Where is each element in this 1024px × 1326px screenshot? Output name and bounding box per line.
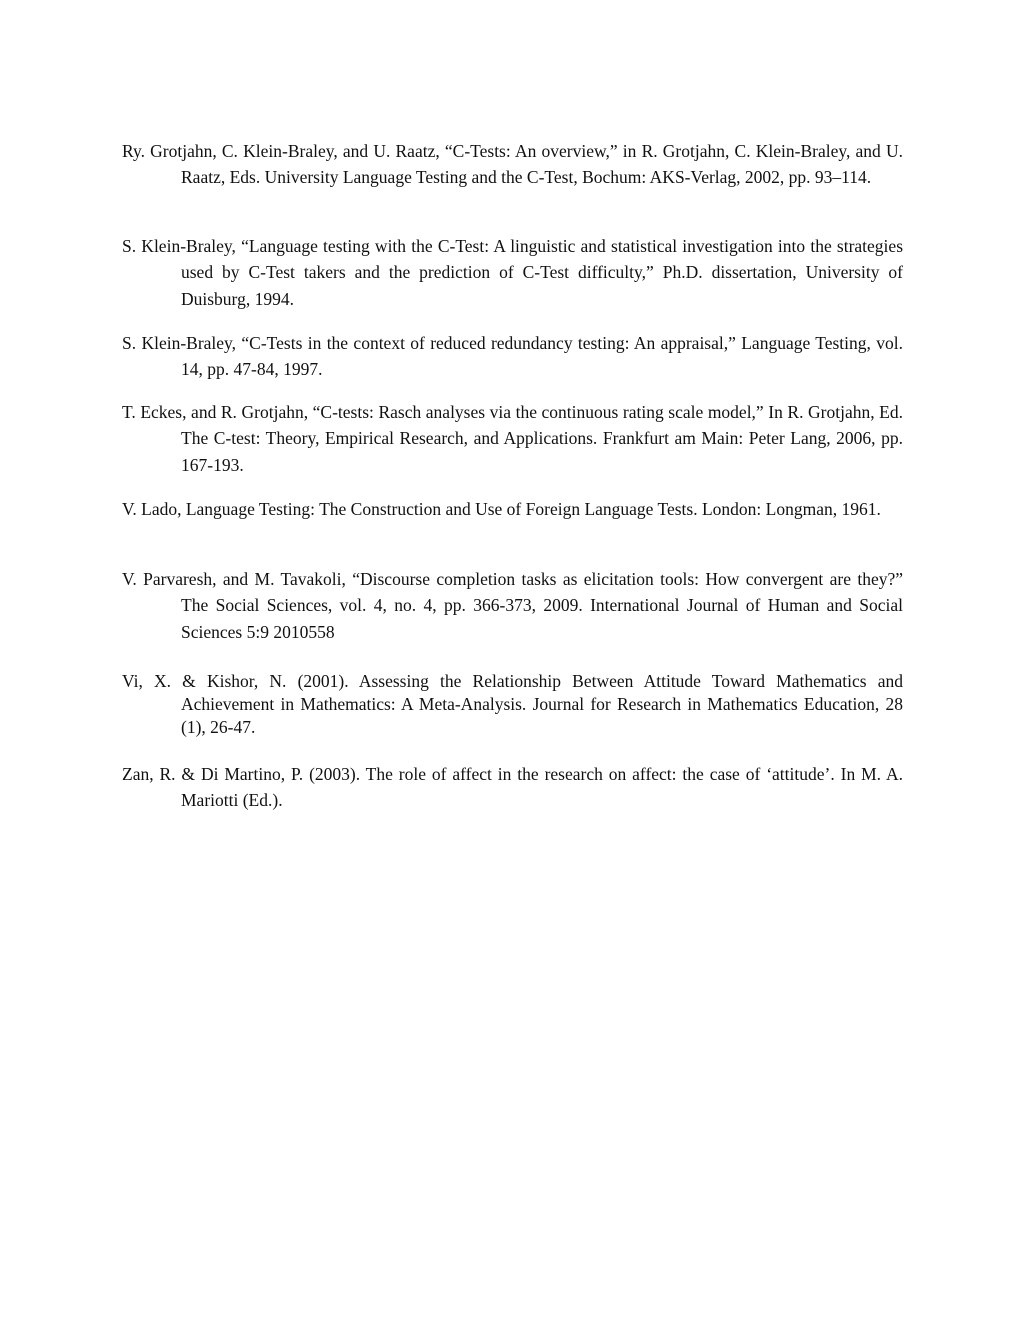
reference-entry: S. Klein-Braley, “C-Tests in the context of reduced redundancy testing: An appraisal,” Language Testing, vol. 14, pp. 47-84, 1997. [122,332,903,379]
reference-entry: Zan, R. & Di Martino, P. (2003). The role of affect in the research on affect: the case of ‘attitude’. In M. A. Mariotti (Ed.). [122,763,903,810]
reference-entry: V. Parvaresh, and M. Tavakoli, “Discourse completion tasks as elicitation tools: How convergent are they?” The Social Sciences, vol. 4, no. 4, pp. 366-373, 2009. International Journal of Human and Social Sciences 5:9 2010558 [122,568,903,642]
reference-entry: Ry. Grotjahn, C. Klein-Braley, and U. Raatz, “C-Tests: An overview,” in R. Grotjahn, C. Klein-Braley, and U. Raatz, Eds. University Language Testing and the C-Test, Bochum: AKS-Verlag, 2002, pp. 93–114. [122,140,903,187]
reference-entry: T. Eckes, and R. Grotjahn, “C-tests: Rasch analyses via the continuous rating scale model,” In R. Grotjahn, Ed. The C-test: Theory, Empirical Research, and Applications. Frankfurt am Main: Peter Lang, 2006, pp. 167-193. [122,401,903,475]
reference-entry: V. Lado, Language Testing: The Construction and Use of Foreign Language Tests. London: Longman, 1961. [122,498,881,519]
reference-entry: Vi, X. & Kishor, N. (2001). Assessing the Relationship Between Attitude Toward Mathematics and Achievement in Mathematics: A Meta-Analysis. Journal for Research in Mathematics Education, 28 (1), 26-47. [122,670,903,737]
reference-entry: S. Klein-Braley, “Language testing with the C-Test: A linguistic and statistical investigation into the strategies used by C-Test takers and the prediction of C-Test difficulty,” Ph.D. dissertation, University of Duisburg, 1994. [122,235,903,309]
